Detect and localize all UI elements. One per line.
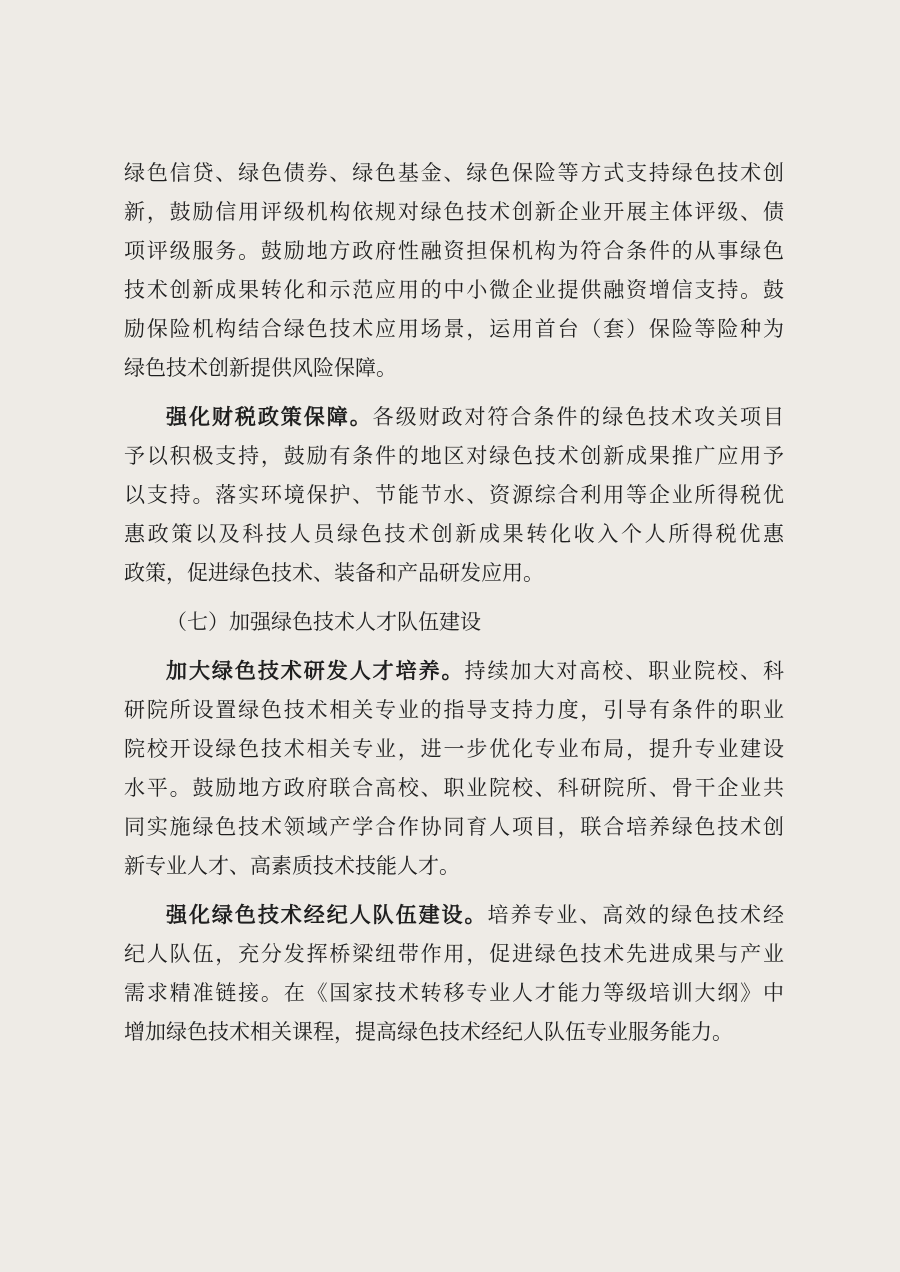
text-line: 研院所设置绿色技术相关专业的指导支持力度，引导有条件的职业 — [124, 698, 784, 722]
text-line: 予以积极支持，鼓励有条件的地区对绿色技术创新成果推广应用予 — [124, 444, 784, 468]
text-line — [124, 398, 784, 437]
text-line: 技术创新成果转化和示范应用的中小微企业提供融资增信支持。鼓 — [124, 278, 784, 302]
text-line: 纪人队伍，充分发挥桥梁纽带作用，促进绿色技术先进成果与产业 — [124, 942, 784, 966]
text-line: 增加绿色技术相关课程，提高绿色技术经纪人队伍专业服务能力。 — [124, 1020, 733, 1044]
paragraph-talent-training — [124, 652, 784, 886]
text-line: 同实施绿色技术领域产学合作协同育人项目，联合培养绿色技术创 — [124, 815, 784, 839]
document-body — [124, 154, 784, 1052]
section-heading: （七）加强绿色技术人才队伍建设 — [166, 610, 481, 634]
text-line: 惠政策以及科技人员绿色技术创新成果转化收入个人所得税优惠 — [124, 522, 784, 546]
text-line: 项评级服务。鼓励地方政府性融资担保机构为符合条件的从事绿色 — [124, 239, 784, 263]
section-heading-block — [124, 603, 784, 642]
paragraph-lead: 加大绿色技术研发人才培养。 — [166, 659, 465, 683]
paragraph-lead: 强化绿色技术经纪人队伍建设。 — [166, 903, 488, 927]
text-line: 院校开设绿色技术相关专业，进一步优化专业布局，提升专业建设 — [124, 737, 784, 761]
paragraph-tech-brokers — [124, 896, 784, 1052]
paragraph-green-finance — [124, 154, 784, 388]
text-line — [124, 896, 784, 935]
text-line: 励保险机构结合绿色技术应用场景，运用首台（套）保险等险种为 — [124, 317, 784, 341]
text-line: 绿色技术创新提供风险保障。 — [124, 356, 397, 380]
paragraph-text: 各级财政对符合条件的绿色技术攻关项目 — [372, 405, 785, 429]
text-line: 绿色信贷、绿色债券、绿色基金、绿色保险等方式支持绿色技术创 — [124, 161, 784, 185]
text-line: 以支持。落实环境保护、节能节水、资源综合利用等企业所得税优 — [124, 483, 784, 507]
text-line: 新专业人才、高素质技术技能人才。 — [124, 854, 460, 878]
text-line: 需求精准链接。在《国家技术转移专业人才能力等级培训大纲》中 — [124, 981, 784, 1005]
paragraph-fiscal-tax — [124, 398, 784, 593]
text-line: 政策，促进绿色技术、装备和产品研发应用。 — [124, 561, 544, 585]
paragraph-text: 培养专业、高效的绿色技术经 — [487, 903, 785, 927]
text-line: 水平。鼓励地方政府联合高校、职业院校、科研院所、骨干企业共 — [124, 776, 784, 800]
text-line — [124, 652, 784, 691]
paragraph-text: 持续加大对高校、职业院校、科 — [464, 659, 784, 683]
paragraph-lead: 强化财税政策保障。 — [166, 405, 373, 429]
text-line: 新，鼓励信用评级机构依规对绿色技术创新企业开展主体评级、债 — [124, 200, 784, 224]
